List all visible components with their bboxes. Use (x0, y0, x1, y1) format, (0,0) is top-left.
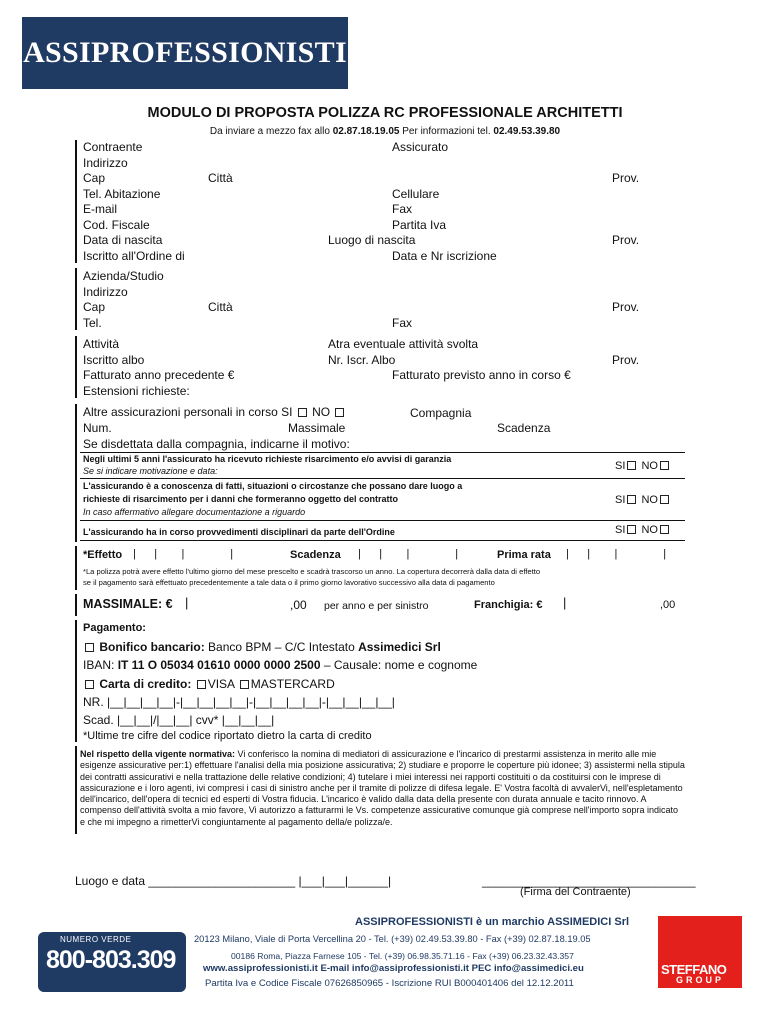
card-expiry-field[interactable]: Scad. |__|__|/|__|__| cvv* |__|__|__| (83, 713, 275, 727)
field-cod-fiscale[interactable]: Cod. Fiscale (83, 218, 150, 232)
divider (80, 540, 685, 541)
section-bar-altre (75, 404, 77, 542)
steffano-text: STEFFANO (661, 962, 727, 977)
q3-no-checkbox[interactable] (660, 525, 669, 534)
scadenza-input[interactable]: | | | | (358, 548, 459, 560)
field-azienda-tel[interactable]: Tel. (83, 316, 102, 330)
carta-row: Carta di credito: VISA MASTERCARD (83, 677, 335, 691)
form-subtitle: Da inviare a mezzo fax allo 02.87.18.19.05 Per informazioni tel. 02.49.53.39.80 (209, 126, 561, 137)
footer-roma: 00186 Roma, Piazza Farnese 105 - Tel. (+39) 06.98.35.71.16 - Fax (+39) 06.23.32.43.357 (231, 951, 574, 961)
field-cap[interactable]: Cap (83, 171, 106, 185)
field-contraente[interactable]: Contraente (83, 140, 143, 154)
divider (80, 478, 685, 479)
q1-no-checkbox[interactable] (660, 461, 669, 470)
massimale-input[interactable]: | (185, 595, 189, 610)
field-nr-albo[interactable]: Nr. Iscr. Albo (328, 353, 396, 367)
q1-options: SI NO (615, 460, 671, 472)
field-num[interactable]: Num. (83, 421, 112, 435)
steffano-group-logo (658, 916, 742, 988)
iban-row: IBAN: IT 11 O 05034 01610 0000 0000 2500 – Causale: nome e cognome (83, 658, 478, 672)
field-citta[interactable]: Città (208, 171, 233, 185)
franchigia-decimals: ,00 (660, 599, 676, 611)
bonifico-checkbox[interactable] (85, 643, 94, 652)
q2-no-checkbox[interactable] (660, 495, 669, 504)
luogo-data-field[interactable]: Luogo e data ______________________ |___|___|______| (75, 874, 392, 888)
question-fatti-note: In caso affermativo allegare documentazione a riguardo (83, 507, 306, 517)
divider (80, 452, 685, 453)
effetto-label: *Effetto (83, 549, 123, 561)
scadenza-label: Scadenza (290, 549, 341, 561)
numero-verde-label: NUMERO VERDE (60, 935, 132, 944)
field-fatturato-previsto[interactable]: Fatturato previsto anno in corso € (392, 368, 571, 382)
normativa-text: Nel rispetto della vigente normativa: Vi conferisco la nomina di mediatori di assicurazione e l'incarico di prestarmi assistenza in merito alle mie esigenze assicurative per:1) effettuare l'analisi della mia posizione assicurativa; 2) studiare e proporre le coperture più idonee; 3) assistermi nella stipula dei contratti assicurativi e nella trattazione delle relative condizioni; 4) tutelare i miei interessi nei rapporti costituiti o da costituirsi con le imprese di assicurazione e i loro agenti, ivi compresi i casi di sinistro anche per il tramite di polizze di difesa legale. E' Vostra facoltà di avvalerVi, nell'espletamento dell'incarico, dell'opera di tecnici ed esperti di Vostra fiducia. L'incarico è valido dalla data della presente con durata annuale e tacito rinnovo. A compenso dell'attività svolta a mio favore, Vi autorizzo a fatturarmi le Vs. competenze assicurative comunque già comprese nell'importo sopra indicato e che mi impegno a rimetterVi congiuntamente al pagamento della/e polizza/e. (80, 749, 685, 827)
group-text: GROUP (676, 975, 725, 985)
footer-web[interactable]: www.assiprofessionisti.it E-mail info@assiprofessionisti.it PEC info@assimedici.eu (203, 963, 584, 974)
numero-verde-phone: 800-803.309 (46, 946, 176, 974)
footer-milano: 20123 Milano, Viale di Porta Vercellina 20 - Tel. (+39) 02.49.53.39.80 - Fax (+39) 02.87.18.19.05 (194, 934, 591, 944)
section-bar-pagamento (75, 620, 77, 742)
form-title: MODULO DI PROPOSTA POLIZZA RC PROFESSIONALE ARCHITETTI (147, 105, 623, 121)
question-fatti-2: richieste di risarcimento per i danni che formeranno oggetto del contratto (83, 494, 399, 504)
field-albo-prov[interactable]: Prov. (612, 353, 640, 367)
field-iscritto-albo[interactable]: Iscritto albo (83, 353, 145, 367)
footer-marchio: ASSIPROFESSIONISTI è un marchio ASSIMEDICI Srl (355, 916, 630, 928)
field-partita-iva[interactable]: Partita Iva (392, 218, 447, 232)
question-fatti-1: L'assicurando è a conoscenza di fatti, situazioni o circostanze che possano dare luogo a (83, 481, 463, 491)
field-assicurato[interactable]: Assicurato (392, 140, 449, 154)
section-bar-effetto (75, 546, 77, 590)
q1-si-checkbox[interactable] (627, 461, 636, 470)
q2-options: SI NO (615, 494, 671, 506)
field-scadenza[interactable]: Scadenza (497, 421, 551, 435)
field-estensioni[interactable]: Estensioni richieste: (83, 384, 190, 398)
field-compagnia[interactable]: Compagnia (410, 406, 472, 420)
question-provvedimenti: L'assicurando ha in corso provvedimenti disciplinari da parte dell'Ordine (83, 527, 395, 537)
carta-checkbox[interactable] (85, 680, 94, 689)
altre-si-checkbox[interactable] (298, 408, 307, 417)
altre-no-checkbox[interactable] (335, 408, 344, 417)
field-attivita[interactable]: Attività (83, 337, 120, 351)
field-azienda-citta[interactable]: Città (208, 300, 233, 314)
card-number-field[interactable]: NR. |__|__|__|__|-|__|__|__|__|-|__|__|__|__|-|__|__|__|__| (83, 695, 395, 709)
field-fatturato-precedente[interactable]: Fatturato anno precedente € (83, 368, 235, 382)
section-bar-azienda (75, 268, 77, 330)
effetto-input[interactable]: | | | | (133, 548, 234, 560)
q3-options: SI NO (615, 524, 671, 536)
field-cellulare[interactable]: Cellulare (392, 187, 440, 201)
q3-si-checkbox[interactable] (627, 525, 636, 534)
brand-logo (22, 17, 348, 89)
question-richieste-note: Se si indicare motivazione e data: (83, 466, 218, 476)
section-bar-attivita (75, 336, 77, 398)
field-prov[interactable]: Prov. (612, 171, 640, 185)
effetto-note-1: *La polizza potrà avere effetto l'ultimo giorno del mese prescelto e scadrà trascorso un anno. La copertura decorrerà dalla data di effetto (83, 567, 541, 576)
pagamento-title: Pagamento: (83, 622, 146, 634)
mastercard-checkbox[interactable] (240, 680, 249, 689)
question-richieste: Negli ultimi 5 anni l'assicurato ha ricevuto richieste risarcimento e/o avvisi di garanzia (83, 454, 452, 464)
fax-number: 02.87.18.19.05 (332, 126, 400, 137)
field-email[interactable]: E-mail (83, 202, 118, 216)
field-azienda-fax[interactable]: Fax (392, 316, 413, 330)
iban-value: IT 11 O 05034 01610 0000 0000 2500 (117, 658, 321, 672)
prima-rata-label: Prima rata (497, 549, 551, 561)
field-massimale[interactable]: Massimale (288, 421, 346, 435)
field-prov-nascita[interactable]: Prov. (612, 233, 640, 247)
massimale-per-anno: per anno e per sinistro (324, 600, 429, 612)
visa-checkbox[interactable] (197, 680, 206, 689)
footer-piva: Partita Iva e Codice Fiscale 07626850965 - Iscrizione RUI B000401406 del 12.12.2011 (205, 978, 574, 989)
field-data-iscrizione[interactable]: Data e Nr iscrizione (392, 249, 497, 263)
field-azienda-cap[interactable]: Cap (83, 300, 106, 314)
section-bar-normativa (75, 746, 77, 834)
divider (80, 520, 685, 521)
q2-si-checkbox[interactable] (627, 495, 636, 504)
field-azienda[interactable]: Azienda/Studio (83, 269, 164, 283)
massimale-decimals: ,00 (290, 598, 307, 612)
franchigia-label: Franchigia: € (474, 599, 543, 611)
section-bar-massimale (75, 594, 77, 616)
numero-verde-badge (38, 932, 186, 992)
prima-rata-input[interactable]: | | | | (566, 548, 667, 560)
massimale-label: MASSIMALE: € (83, 597, 173, 611)
field-disdettata[interactable]: Se disdettata dalla compagnia, indicarne il motivo: (83, 437, 350, 451)
field-altra-attivita[interactable]: Atra eventuale attività svolta (328, 337, 479, 351)
field-tel-abitazione[interactable]: Tel. Abitazione (83, 187, 161, 201)
effetto-note-2: se il pagamento sarà effettuato precedentemente a tale data o il primo giorno lavorativo successivo alla data di pagamento (83, 578, 495, 587)
field-data-nascita[interactable]: Data di nascita (83, 233, 163, 247)
field-azienda-prov[interactable]: Prov. (612, 300, 640, 314)
field-iscritto-ordine[interactable]: Iscritto all'Ordine di (83, 249, 185, 263)
altre-assicurazioni-row: Altre assicurazioni personali in corso SI NO (83, 405, 346, 419)
firma-label: (Firma del Contraente) (520, 886, 631, 898)
firma-line[interactable]: ________________________________ (482, 874, 696, 888)
field-azienda-indirizzo[interactable]: Indirizzo (83, 285, 128, 299)
cvv-note: *Ultime tre cifre del codice riportato dietro la carta di credito (83, 730, 372, 742)
bonifico-row: Bonifico bancario: Banco BPM – C/C Intestato Assimedici Srl (83, 640, 441, 654)
tel-number: 02.49.53.39.80 (493, 126, 561, 137)
franchigia-input[interactable]: | (563, 595, 567, 610)
field-indirizzo[interactable]: Indirizzo (83, 156, 128, 170)
field-luogo-nascita[interactable]: Luogo di nascita (328, 233, 416, 247)
field-fax[interactable]: Fax (392, 202, 413, 216)
section-bar-contraente (75, 140, 77, 263)
brand-logo-text: ASSIPROFESSIONISTI (23, 36, 347, 69)
